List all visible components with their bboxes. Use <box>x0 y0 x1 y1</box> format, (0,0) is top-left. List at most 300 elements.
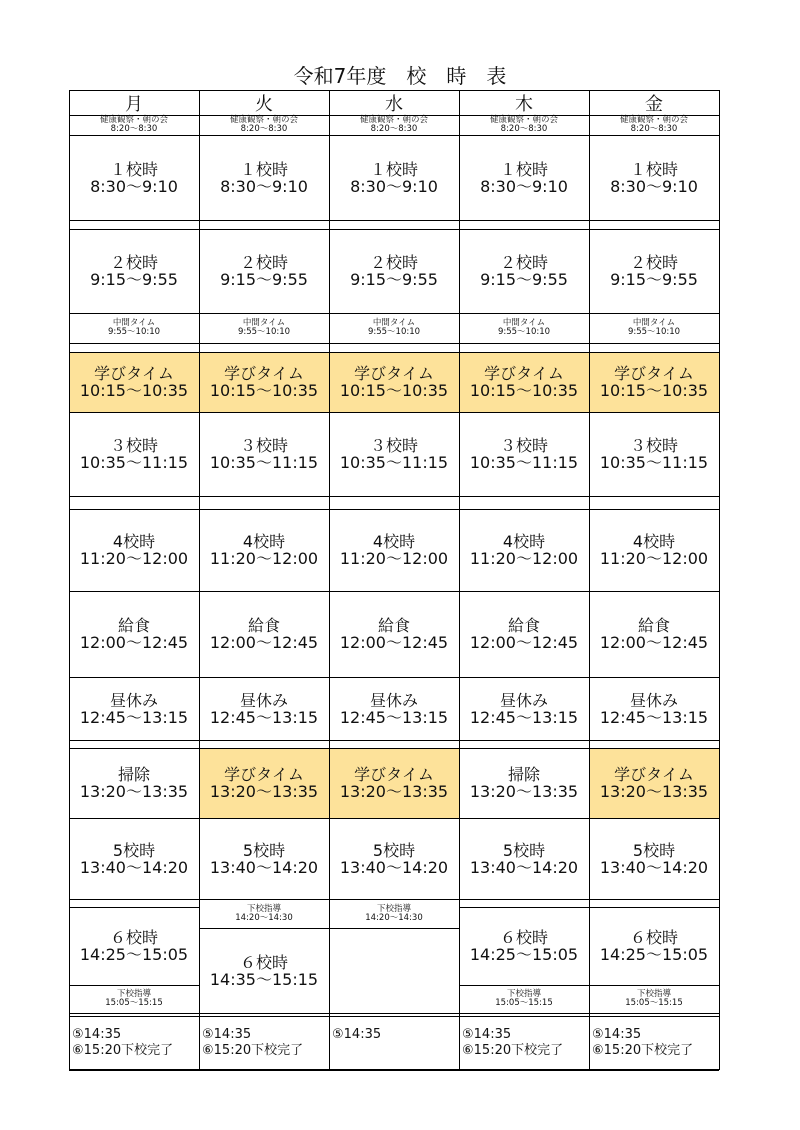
period-5-cell <box>589 818 719 899</box>
cell-label: 下校指導 <box>246 903 281 914</box>
grid-rule <box>69 496 199 497</box>
period-3-cell <box>589 412 719 496</box>
column-divider <box>719 90 720 1070</box>
grid-rule <box>199 677 329 678</box>
grid-rule <box>199 591 329 592</box>
cell-label: 下校指導 <box>376 903 411 914</box>
cell-time: 12:45〜13:15 <box>469 707 579 727</box>
grid-rule <box>589 985 719 986</box>
grid-rule <box>69 313 199 314</box>
grid-rule <box>199 899 329 900</box>
cell-time: 13:20〜13:35 <box>339 782 449 801</box>
column-divider <box>329 90 330 1070</box>
cell-time: 10:15〜10:35 <box>209 381 319 400</box>
cell-label: 学びタイム <box>614 765 694 784</box>
cell-label: ６校時 <box>629 928 678 947</box>
afternoon-activity-cell <box>199 748 329 818</box>
cell-label: 5校時 <box>242 840 286 860</box>
cell-label: 学びタイム <box>94 364 174 383</box>
grid-rule <box>589 591 719 592</box>
break-time-cell <box>589 313 719 343</box>
cell-time: 8:20〜8:30 <box>240 124 288 134</box>
grid-rule <box>589 220 719 221</box>
lunch-cell <box>69 591 199 677</box>
study-time-cell <box>69 352 199 412</box>
grid-rule <box>459 1016 589 1017</box>
cell-time: ⑥15:20下校完了 <box>202 1043 304 1058</box>
grid-rule <box>459 229 589 230</box>
cell-label: 昼休み <box>369 690 418 710</box>
grid-rule <box>199 1016 329 1017</box>
cell-label: 健康観察・朝の会 <box>99 115 168 125</box>
cell-time: 10:35〜11:15 <box>79 453 189 472</box>
cell-label: ６校時 <box>239 952 288 972</box>
grid-rule <box>69 899 199 900</box>
grid-rule <box>589 412 719 413</box>
cell-label: ３校時 <box>629 436 678 455</box>
grid-rule <box>199 509 329 510</box>
grid-rule <box>589 115 719 116</box>
day-header <box>69 90 199 115</box>
grid-rule <box>199 313 329 314</box>
grid-rule <box>199 818 329 819</box>
day-column-3 <box>329 0 459 1130</box>
grid-rule <box>589 135 719 136</box>
cell-label: 健康観察・朝の会 <box>489 115 558 125</box>
cell-time: 8:20〜8:30 <box>110 124 158 134</box>
cell-label: 給食 <box>247 616 280 635</box>
morning-assembly-cell <box>589 115 719 135</box>
period-2-cell <box>199 229 329 313</box>
grid-rule <box>69 748 199 749</box>
grid-rule <box>69 1013 199 1014</box>
dismissal-guidance-cell <box>459 985 589 1013</box>
grid-rule <box>69 677 199 678</box>
cell-label: ⑤14:35 <box>72 1027 122 1042</box>
recess-cell <box>69 677 199 740</box>
cell-time: ⑥15:20下校完了 <box>462 1043 564 1058</box>
cell-label: ３校時 <box>239 436 288 455</box>
grid-rule <box>69 907 199 908</box>
cell-label: ２校時 <box>499 253 548 272</box>
cell-label: 学びタイム <box>224 364 304 383</box>
grid-rule <box>459 352 589 353</box>
dismissal-times-cell <box>329 1016 459 1070</box>
grid-rule <box>459 591 589 592</box>
grid-rule <box>69 343 199 344</box>
cell-time: 13:20〜13:35 <box>79 782 189 801</box>
cell-time: 8:30〜9:10 <box>220 176 308 196</box>
period-4-cell <box>69 509 199 591</box>
column-divider <box>589 90 590 1070</box>
grid-rule <box>589 313 719 314</box>
cell-label: ６校時 <box>499 928 548 947</box>
grid-rule <box>199 1013 329 1014</box>
dismissal-times-cell <box>69 1016 199 1070</box>
cell-time: 9:55〜10:10 <box>497 327 551 337</box>
cell-label: 昼休み <box>499 690 548 710</box>
grid-rule <box>329 899 459 900</box>
cell-time: ⑥15:20下校完了 <box>592 1043 694 1058</box>
cell-time: 12:00〜12:45 <box>79 633 189 652</box>
cell-label: ３校時 <box>109 436 158 455</box>
cell-time: 11:20〜12:00 <box>209 549 319 568</box>
cell-time: 12:00〜12:45 <box>209 633 319 652</box>
grid-rule <box>329 928 459 929</box>
period-6-cell <box>459 907 589 985</box>
cell-time: 12:00〜12:45 <box>599 633 709 652</box>
cell-label: 中間タイム <box>372 318 416 328</box>
morning-assembly-cell <box>69 115 199 135</box>
cell-label: 下校指導 <box>116 989 151 999</box>
cell-time: 14:25〜15:05 <box>79 945 189 964</box>
cell-label: ⑤14:35 <box>592 1027 642 1042</box>
afternoon-activity-cell <box>459 748 589 818</box>
grid-rule <box>69 352 199 353</box>
cell-time: 14:20〜14:30 <box>235 912 293 923</box>
period-3-cell <box>329 412 459 496</box>
cell-time: 9:15〜9:55 <box>90 270 178 289</box>
cell-time: 10:15〜10:35 <box>599 381 709 400</box>
grid-rule <box>459 740 589 741</box>
afternoon-activity-cell <box>69 748 199 818</box>
cell-label: 中間タイム <box>502 318 546 328</box>
cell-time: 13:40〜14:20 <box>209 857 319 877</box>
study-time-cell <box>329 352 459 412</box>
period-2-cell <box>329 229 459 313</box>
period-5-cell <box>459 818 589 899</box>
grid-rule <box>459 135 589 136</box>
cell-time: 8:20〜8:30 <box>630 124 678 134</box>
cell-time: 14:35〜15:15 <box>209 969 319 989</box>
cell-label: 4校時 <box>502 532 546 551</box>
grid-rule <box>329 343 459 344</box>
period-5-cell <box>199 818 329 899</box>
cell-label: 学びタイム <box>354 765 434 784</box>
cell-time: 9:15〜9:55 <box>610 270 698 289</box>
cell-label: 中間タイム <box>112 318 156 328</box>
cell-time: 9:55〜10:10 <box>627 327 681 337</box>
grid-rule <box>329 352 459 353</box>
dismissal-guidance-cell <box>69 985 199 1013</box>
cell-label: 5校時 <box>372 840 416 860</box>
dismissal-times-cell <box>589 1016 719 1070</box>
day-name: 水 <box>385 93 403 115</box>
period-2-cell <box>589 229 719 313</box>
grid-rule <box>589 229 719 230</box>
grid-rule <box>69 818 199 819</box>
cell-time: 8:30〜9:10 <box>480 176 568 196</box>
cell-time: 8:20〜8:30 <box>500 124 548 134</box>
grid-rule <box>589 818 719 819</box>
grid-rule <box>589 352 719 353</box>
period-2-cell <box>69 229 199 313</box>
period-6-cell <box>589 907 719 985</box>
cell-time: 15:05〜15:15 <box>105 998 163 1008</box>
recess-cell <box>589 677 719 740</box>
cell-label: ⑤14:35 <box>332 1027 382 1042</box>
day-column-4 <box>459 0 589 1130</box>
day-column-2 <box>199 0 329 1130</box>
grid-rule <box>199 343 329 344</box>
grid-rule <box>199 220 329 221</box>
empty-cell <box>329 928 459 1013</box>
cell-time: 12:00〜12:45 <box>469 633 579 652</box>
cell-time: 15:05〜15:15 <box>625 998 683 1008</box>
grid-rule <box>459 907 589 908</box>
cell-label: 学びタイム <box>484 364 564 383</box>
lunch-cell <box>459 591 589 677</box>
cell-label: ２校時 <box>109 253 158 272</box>
cell-label: ６校時 <box>109 928 158 947</box>
grid-rule <box>589 1013 719 1014</box>
day-name: 木 <box>515 93 533 115</box>
cell-time: 11:20〜12:00 <box>339 549 449 568</box>
day-column-5 <box>589 0 719 1130</box>
grid-rule <box>329 1013 459 1014</box>
cell-label: 給食 <box>377 616 410 635</box>
morning-assembly-cell <box>199 115 329 135</box>
cell-label: 給食 <box>117 616 150 635</box>
cell-time: 9:15〜9:55 <box>220 270 308 289</box>
cell-time: 13:40〜14:20 <box>469 857 579 877</box>
break-time-cell <box>459 313 589 343</box>
period-1-cell <box>589 135 719 220</box>
grid-rule <box>459 496 589 497</box>
recess-cell <box>329 677 459 740</box>
grid-rule <box>329 677 459 678</box>
cell-label: １校時 <box>109 159 158 179</box>
cell-label: 4校時 <box>112 532 156 551</box>
day-header <box>459 90 589 115</box>
grid-rule <box>459 818 589 819</box>
cell-label: 学びタイム <box>614 364 694 383</box>
cell-time: 8:30〜9:10 <box>610 176 698 196</box>
grid-rule <box>69 1069 719 1070</box>
cell-time: 8:30〜9:10 <box>350 176 438 196</box>
cell-label: 学びタイム <box>224 765 304 784</box>
afternoon-activity-cell <box>329 748 459 818</box>
cell-label: 給食 <box>637 616 670 635</box>
day-name: 火 <box>255 93 273 115</box>
dismissal-times-cell <box>199 1016 329 1070</box>
study-time-cell <box>589 352 719 412</box>
cell-label: 中間タイム <box>242 318 286 328</box>
grid-rule <box>69 135 199 136</box>
cell-time: 9:55〜10:10 <box>237 327 291 337</box>
day-header <box>199 90 329 115</box>
cell-label: ⑤14:35 <box>202 1027 252 1042</box>
period-2-cell <box>459 229 589 313</box>
grid-rule <box>199 740 329 741</box>
dismissal-guidance-cell <box>329 899 459 928</box>
study-time-cell <box>199 352 329 412</box>
grid-rule <box>459 1013 589 1014</box>
day-name: 月 <box>125 93 143 115</box>
grid-rule <box>329 509 459 510</box>
dismissal-guidance-cell <box>199 899 329 928</box>
cell-time: 9:15〜9:55 <box>480 270 568 289</box>
cell-label: １校時 <box>239 159 288 179</box>
grid-rule <box>329 313 459 314</box>
grid-rule <box>329 1016 459 1017</box>
cell-time: 10:15〜10:35 <box>79 381 189 400</box>
grid-rule <box>69 740 199 741</box>
morning-assembly-cell <box>459 115 589 135</box>
period-3-cell <box>69 412 199 496</box>
cell-time: 9:55〜10:10 <box>367 327 421 337</box>
grid-rule <box>589 496 719 497</box>
period-1-cell <box>459 135 589 220</box>
grid-rule <box>199 748 329 749</box>
cell-time: 13:40〜14:20 <box>599 857 709 877</box>
cell-time: 12:45〜13:15 <box>209 707 319 727</box>
column-divider <box>69 90 70 1070</box>
cell-time: ⑥15:20下校完了 <box>72 1043 174 1058</box>
break-time-cell <box>329 313 459 343</box>
day-column-1 <box>69 0 199 1130</box>
cell-time: 10:35〜11:15 <box>469 453 579 472</box>
grid-rule <box>69 591 199 592</box>
cell-time: 8:20〜8:30 <box>370 124 418 134</box>
grid-rule <box>329 220 459 221</box>
break-time-cell <box>69 313 199 343</box>
grid-rule <box>459 343 589 344</box>
cell-time: 14:25〜15:05 <box>599 945 709 964</box>
period-3-cell <box>199 412 329 496</box>
cell-label: １校時 <box>369 159 418 179</box>
cell-time: 12:45〜13:15 <box>79 707 189 727</box>
cell-label: ⑤14:35 <box>462 1027 512 1042</box>
cell-label: 5校時 <box>632 840 676 860</box>
grid-rule <box>329 229 459 230</box>
grid-rule <box>459 509 589 510</box>
lunch-cell <box>329 591 459 677</box>
grid-rule <box>459 220 589 221</box>
cell-time: 8:30〜9:10 <box>90 176 178 196</box>
period-1-cell <box>329 135 459 220</box>
recess-cell <box>199 677 329 740</box>
cell-time: 12:00〜12:45 <box>339 633 449 652</box>
cell-label: ２校時 <box>239 253 288 272</box>
cell-time: 13:20〜13:35 <box>599 782 709 801</box>
grid-rule <box>199 135 329 136</box>
cell-time: 13:20〜13:35 <box>469 782 579 801</box>
study-time-cell <box>459 352 589 412</box>
dismissal-guidance-cell <box>589 985 719 1013</box>
cell-label: ２校時 <box>369 253 418 272</box>
period-4-cell <box>589 509 719 591</box>
period-1-cell <box>199 135 329 220</box>
cell-label: 下校指導 <box>636 989 671 999</box>
cell-time: 13:40〜14:20 <box>79 857 189 877</box>
grid-rule <box>69 985 199 986</box>
cell-time: 10:35〜11:15 <box>339 453 449 472</box>
cell-label: 4校時 <box>242 532 286 551</box>
grid-rule <box>329 412 459 413</box>
grid-rule <box>199 496 329 497</box>
day-name: 金 <box>645 93 663 115</box>
grid-rule <box>589 509 719 510</box>
grid-rule <box>459 985 589 986</box>
grid-rule <box>459 899 589 900</box>
cell-label: 下校指導 <box>506 989 541 999</box>
break-time-cell <box>199 313 329 343</box>
cell-label: 健康観察・朝の会 <box>359 115 428 125</box>
cell-label: １校時 <box>499 159 548 179</box>
cell-label: 給食 <box>507 616 540 635</box>
cell-label: 学びタイム <box>354 364 434 383</box>
cell-label: 5校時 <box>112 840 156 860</box>
grid-rule <box>69 115 199 116</box>
grid-rule <box>589 748 719 749</box>
grid-rule <box>69 90 719 91</box>
grid-rule <box>69 220 199 221</box>
cell-time: 9:15〜9:55 <box>350 270 438 289</box>
grid-rule <box>199 928 329 929</box>
cell-time: 10:35〜11:15 <box>599 453 709 472</box>
period-4-cell <box>199 509 329 591</box>
cell-time: 13:20〜13:35 <box>209 782 319 801</box>
timetable-grid <box>69 0 719 1130</box>
cell-time: 14:25〜15:05 <box>469 945 579 964</box>
cell-time: 9:55〜10:10 <box>107 327 161 337</box>
grid-rule <box>69 1016 199 1017</box>
grid-rule <box>589 740 719 741</box>
grid-rule <box>329 496 459 497</box>
grid-rule <box>459 677 589 678</box>
column-divider <box>459 90 460 1070</box>
grid-rule <box>459 313 589 314</box>
cell-time: 11:20〜12:00 <box>79 549 189 568</box>
grid-rule <box>459 748 589 749</box>
cell-label: １校時 <box>629 159 678 179</box>
column-divider <box>199 90 200 1070</box>
cell-label: ３校時 <box>499 436 548 455</box>
grid-rule <box>329 135 459 136</box>
grid-rule <box>199 115 329 116</box>
lunch-cell <box>199 591 329 677</box>
period-5-cell <box>69 818 199 899</box>
grid-rule <box>199 352 329 353</box>
cell-label: 健康観察・朝の会 <box>229 115 298 125</box>
cell-label: 健康観察・朝の会 <box>619 115 688 125</box>
cell-time: 13:40〜14:20 <box>339 857 449 877</box>
cell-label: 昼休み <box>239 690 288 710</box>
grid-rule <box>69 229 199 230</box>
cell-label: 掃除 <box>507 765 540 784</box>
grid-rule <box>459 412 589 413</box>
cell-time: 14:20〜14:30 <box>365 912 423 923</box>
cell-time: 11:20〜12:00 <box>469 549 579 568</box>
afternoon-activity-cell <box>589 748 719 818</box>
period-4-cell <box>459 509 589 591</box>
cell-label: 昼休み <box>109 690 158 710</box>
period-3-cell <box>459 412 589 496</box>
grid-rule <box>69 412 199 413</box>
period-5-cell <box>329 818 459 899</box>
period-4-cell <box>329 509 459 591</box>
recess-cell <box>459 677 589 740</box>
cell-time: 10:15〜10:35 <box>339 381 449 400</box>
cell-time: 12:45〜13:15 <box>599 707 709 727</box>
grid-rule <box>329 818 459 819</box>
day-header <box>589 90 719 115</box>
grid-rule <box>459 115 589 116</box>
cell-label: 5校時 <box>502 840 546 860</box>
grid-rule <box>589 677 719 678</box>
cell-label: 掃除 <box>117 765 150 784</box>
